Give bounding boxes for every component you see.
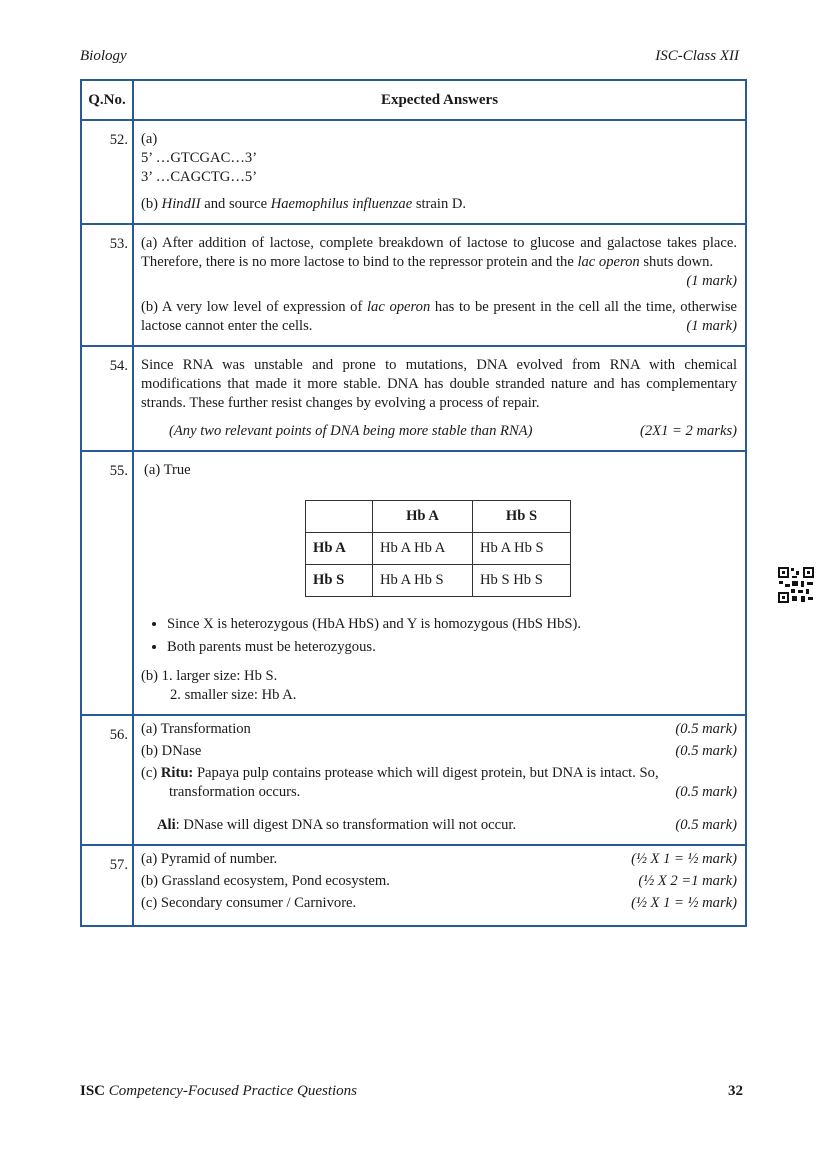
- text: (b) DNase: [141, 743, 202, 759]
- answer-c: [141, 764, 737, 783]
- punnett-cell: Hb S Hb S: [473, 565, 571, 597]
- question-number: 55.: [81, 451, 133, 715]
- text: (b) A very low level of expression of: [141, 299, 367, 315]
- answer-cell: [133, 120, 746, 224]
- mark-label: (½ X 1 = ½ mark): [631, 895, 737, 911]
- student-name: Ali: [157, 817, 176, 833]
- table-row: [81, 120, 746, 224]
- table-row: [81, 224, 746, 346]
- footer-publication: Competency-Focused Practice Questions: [108, 1083, 358, 1099]
- part-label: (c): [141, 765, 161, 781]
- answer-cell: [133, 845, 746, 926]
- mark-label: (2X1 = 2 marks): [640, 423, 737, 439]
- footer-title: [80, 1083, 357, 1100]
- punnett-cell: Hb A Hb S: [473, 533, 571, 565]
- qr-code-icon: [777, 566, 815, 604]
- organism-name: Haemophilus influenzae: [270, 196, 413, 212]
- dna-sequence-bottom: 3’ …CAGCTG…5’: [141, 169, 258, 185]
- punnett-row: [306, 565, 571, 597]
- mark-label: (1 mark): [686, 318, 737, 334]
- answer-a: [141, 850, 737, 869]
- mark-label: (0.5 mark): [675, 817, 737, 833]
- punnett-square: [305, 500, 571, 597]
- table-row: [81, 346, 746, 451]
- question-number: 54.: [81, 346, 133, 451]
- text: (a) Pyramid of number.: [141, 851, 278, 867]
- mark-label: (0.5 mark): [675, 721, 737, 737]
- answer-cell: [133, 451, 746, 715]
- mark-label: (1 mark): [686, 273, 737, 289]
- table-header-row: [81, 80, 746, 120]
- text: : DNase will digest DNA so transformation will not occur.: [175, 817, 517, 833]
- text: transformation occurs.: [169, 784, 301, 800]
- part-label: (a): [141, 131, 158, 147]
- running-head-class: ISC-Class XII: [655, 48, 739, 64]
- text: (a) Transformation: [141, 721, 251, 737]
- part-label: (b): [141, 196, 162, 212]
- question-number: 53.: [81, 224, 133, 346]
- text: (b) Grassland ecosystem, Pond ecosystem.: [141, 873, 390, 889]
- question-number: 57.: [81, 845, 133, 926]
- question-number: 52.: [81, 120, 133, 224]
- mark-label: (0.5 mark): [675, 743, 737, 759]
- dna-sequence-top: 5’ …GTCGAC…3’: [141, 150, 258, 166]
- list-item: • Both parents must be heterozygous.: [167, 638, 737, 657]
- punnett-row: [306, 533, 571, 565]
- answers-table: [80, 79, 747, 927]
- mark-label: (0.5 mark): [675, 784, 737, 800]
- term: lac operon: [366, 299, 431, 315]
- answer-cell: [133, 346, 746, 451]
- enzyme-name: HindII: [161, 196, 201, 212]
- qno-header: Q.No.: [81, 80, 133, 120]
- punnett-col-header: Hb S: [473, 501, 571, 533]
- answer-text: Since RNA was unstable and prone to mutations, DNA evolved from RNA with chemical modifications that made it more stable. DNA has double stranded nature and has complementary strands. These further resist changes by evolving a process of repair.: [141, 357, 737, 411]
- answer-a: [141, 234, 737, 291]
- term: lac operon: [577, 254, 640, 270]
- answer-b: [141, 742, 737, 761]
- punnett-cell: Hb A Hb A: [373, 533, 473, 565]
- punnett-row-header: Hb S: [306, 565, 373, 597]
- list-item: • Since X is heterozygous (HbA HbS) and Y is homozygous (HbS HbS).: [167, 615, 737, 634]
- mark-label: (½ X 2 =1 mark): [638, 873, 737, 889]
- answer-cell: [133, 715, 746, 845]
- punnett-col-header: Hb A: [373, 501, 473, 533]
- answer-b: [141, 298, 737, 336]
- mark-label: (½ X 1 = ½ mark): [631, 851, 737, 867]
- answer-cell: [133, 224, 746, 346]
- text: shuts down.: [639, 254, 714, 270]
- footer-brand: ISC: [80, 1083, 106, 1099]
- page-number: 32: [728, 1083, 743, 1099]
- text: Papaya pulp contains protease which will digest protein, but DNA is intact. So,: [193, 765, 659, 781]
- text: strain D.: [412, 196, 467, 212]
- text: (c) Secondary consumer / Carnivore.: [141, 895, 357, 911]
- table-row: [81, 715, 746, 845]
- answer-b: [141, 872, 737, 891]
- punnett-header-row: [306, 501, 571, 533]
- text: and source: [200, 196, 271, 212]
- punnett-corner: [306, 501, 373, 533]
- answer-a: (a) True: [144, 462, 191, 478]
- answer-ali: [141, 816, 737, 835]
- table-row: [81, 845, 746, 926]
- note-text: (Any two relevant points of DNA being more stable than RNA): [169, 423, 533, 439]
- punnett-cell: Hb A Hb S: [373, 565, 473, 597]
- answer-a: [141, 720, 737, 739]
- answers-header: Expected Answers: [133, 80, 746, 120]
- bullet-list: [141, 615, 737, 657]
- answer-b-line1: (b) 1. larger size: Hb S.: [141, 668, 278, 684]
- answer-b-line2: 2. smaller size: Hb A.: [170, 687, 297, 703]
- question-number: 56.: [81, 715, 133, 845]
- marking-note: [141, 422, 737, 441]
- answer-b: [141, 195, 737, 214]
- running-head-subject: Biology: [80, 48, 127, 64]
- text: has to be present in the cell all the time, otherwise lactose cannot enter the cells.: [141, 299, 738, 334]
- text: (a) After addition of lactose, complete breakdown of lactose to glucose and galactose takes place. Therefore, there is no more lactose to bind to the repressor protein and the: [141, 235, 737, 270]
- student-name: Ritu:: [160, 765, 194, 781]
- table-row: [81, 451, 746, 715]
- punnett-row-header: Hb A: [306, 533, 373, 565]
- answer-c-continued: [141, 783, 737, 802]
- answer-c: [141, 894, 737, 913]
